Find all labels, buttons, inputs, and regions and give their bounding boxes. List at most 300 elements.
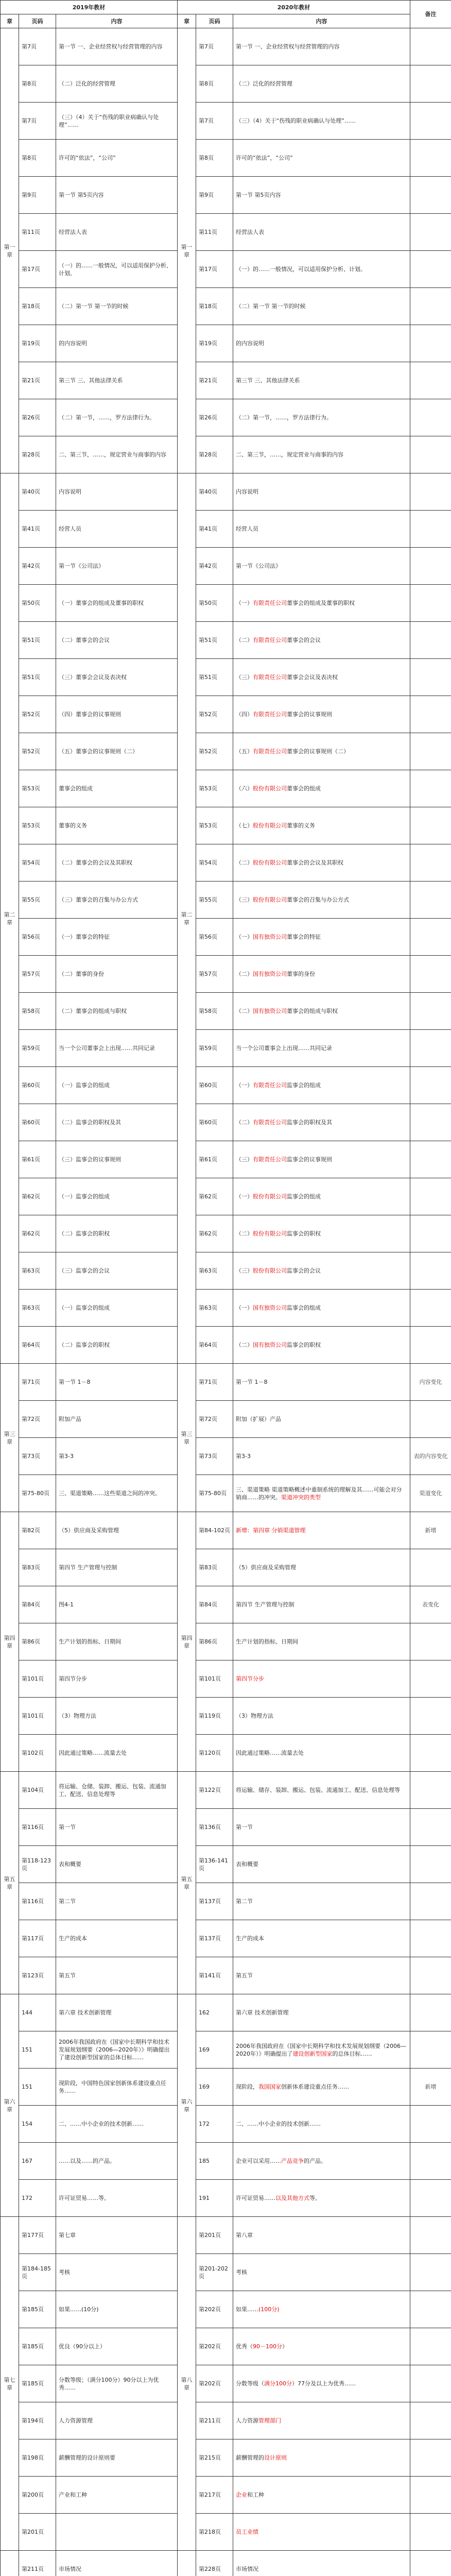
chapter-2020: 第二章: [178, 473, 196, 1364]
content-text: （二）: [236, 1008, 253, 1014]
content-text: 生产的成本: [236, 1935, 264, 1942]
page-2020: 169: [196, 2069, 233, 2106]
page-2019: 第200页: [19, 2477, 56, 2514]
page-2020: 第217页: [196, 2477, 233, 2514]
note-cell: [410, 2106, 451, 2143]
note-cell: [410, 1883, 451, 1920]
page-2020: 第59页: [196, 1030, 233, 1067]
content-2019: （二）泛化的经营管理: [56, 65, 178, 103]
content-2019: （一）监事会的组成: [56, 1178, 178, 1215]
table-row: [1, 1401, 451, 1438]
table-row: [1, 1809, 451, 1846]
page-2019: 第184-185页: [19, 2254, 56, 2291]
note-cell: [410, 1252, 451, 1290]
content-2020: [233, 1586, 410, 1623]
page-2020: 第141页: [196, 1957, 233, 1994]
changed-text: 股份有限公司: [253, 896, 287, 903]
content-2019: 将运输、仓储、装卸、搬运、包装、流通加工、配送、信息处理等: [56, 1772, 178, 1809]
page-2020: 第202页: [196, 2365, 233, 2402]
page-2020: 第137页: [196, 1883, 233, 1920]
note-cell: [410, 1994, 451, 2031]
content-text: 市场情况: [236, 2566, 258, 2572]
note-cell: [410, 1549, 451, 1586]
note-cell: [410, 1809, 451, 1846]
content-2020: [233, 288, 410, 325]
content-2020: [233, 1846, 410, 1883]
page-2020: 第53页: [196, 807, 233, 844]
content-2019: （二）第一节，……，罗方法律行为。: [56, 399, 178, 436]
content-2020: [233, 2254, 410, 2291]
content-2019: 第五节: [56, 1957, 178, 1994]
note-cell: [410, 2180, 451, 2217]
content-text: 企业可以采用……: [236, 2158, 281, 2164]
page-2019: 第72页: [19, 1401, 56, 1438]
note-cell: [410, 103, 451, 140]
content-2019: 第一节: [56, 1809, 178, 1846]
page-2020: 第211页: [196, 2402, 233, 2439]
content-2020: [233, 2514, 410, 2551]
note-cell: [410, 1141, 451, 1178]
header-content-2019: 内容: [56, 14, 178, 28]
page-2020: 第228页: [196, 2551, 233, 2576]
content-2020: [233, 1475, 410, 1512]
content-2019: 第四节分步: [56, 1660, 178, 1698]
table-row: [1, 2217, 451, 2254]
content-2019: 生产的成本: [56, 1920, 178, 1957]
content-text: 等。: [309, 2195, 321, 2201]
changed-text: 第四节分步: [236, 1675, 264, 1682]
table-row: [1, 770, 451, 807]
changed-text: 有限责任公司: [253, 711, 287, 718]
table-row: [1, 696, 451, 733]
content-2019: 2006年我国政府在《国家中长期科学和技术发展规划纲要（2006—2020年）》明确提出了建设创新型国家的总体目标……: [56, 2031, 178, 2069]
page-2019: 第75-80页: [19, 1475, 56, 1512]
content-2019: 市场情况: [56, 2551, 178, 2576]
page-2019: 第102页: [19, 1735, 56, 1772]
table-row: [1, 473, 451, 511]
chapter-2019: 第五章: [1, 1772, 19, 1994]
page-2019: 第54页: [19, 844, 56, 882]
table-row: [1, 1772, 451, 1809]
page-2020: 第137页: [196, 1920, 233, 1957]
page-2019: 第41页: [19, 511, 56, 548]
page-2019: 第86页: [19, 1623, 56, 1660]
page-2019: 第63页: [19, 1290, 56, 1327]
page-2020: 第51页: [196, 659, 233, 696]
content-2019: （二）监事会的职权及其: [56, 1104, 178, 1141]
content-2020: [233, 1698, 410, 1735]
table-row: [1, 1178, 451, 1215]
content-2020: [233, 2477, 410, 2514]
content-2019: （一）监事会的组成: [56, 1290, 178, 1327]
page-2019: 第82页: [19, 1512, 56, 1549]
content-text: 第3-3: [236, 1453, 251, 1460]
content-2020: [233, 1883, 410, 1920]
content-text: （二）: [236, 637, 253, 643]
table-row: [1, 1846, 451, 1883]
table-row: [1, 733, 451, 770]
page-2019: 第62页: [19, 1215, 56, 1252]
page-2019: 第51页: [19, 622, 56, 659]
note-cell: [410, 1735, 451, 1772]
content-2020: [233, 1104, 410, 1141]
content-2020: [233, 1327, 410, 1364]
table-row: [1, 2143, 451, 2180]
content-2019: （二）监事会的职权: [56, 1215, 178, 1252]
content-text: 第三节 三、其他法律关系: [236, 377, 300, 384]
changed-text: (100分): [258, 2306, 280, 2313]
note-cell: [410, 2031, 451, 2069]
content-2020: [233, 1030, 410, 1067]
content-2020: [233, 1364, 410, 1401]
content-text: 因此通过策略……流量去处: [236, 1750, 304, 1756]
page-2020: 第119页: [196, 1698, 233, 1735]
note-cell: [410, 140, 451, 177]
chapter-2019: 第二章: [1, 473, 19, 1364]
page-2020: 第201页: [196, 2217, 233, 2254]
table-row: [1, 362, 451, 399]
content-text: 第一节《公司法》: [236, 563, 281, 569]
table-row: [1, 585, 451, 622]
page-2019: 第63页: [19, 1252, 56, 1290]
page-2020: 第202页: [196, 2328, 233, 2365]
content-2020: [233, 1252, 410, 1290]
table-row: [1, 1290, 451, 1327]
content-text: 监事会的组成: [287, 1193, 321, 1200]
content-2020: [233, 177, 410, 214]
content-text: 董事会会议及表决权: [287, 674, 338, 681]
content-2019: （一）的……一般情况，可以适用保护分析、计划。: [56, 251, 178, 288]
note-cell: [410, 2254, 451, 2291]
page-2019: 第59页: [19, 1030, 56, 1067]
content-2019: （二）第一节 第一节的时候: [56, 288, 178, 325]
content-text: 董事会的召集与办公方式: [287, 896, 349, 903]
note-cell: [410, 28, 451, 65]
content-text: 表和概要: [236, 1861, 258, 1868]
content-text: （二）: [236, 859, 253, 866]
content-text: 内容说明: [236, 488, 258, 495]
content-2019: （三）监事会的会议: [56, 1252, 178, 1290]
page-2020: 第54页: [196, 844, 233, 882]
table-row: [1, 1735, 451, 1772]
content-2020: [233, 399, 410, 436]
page-2020: 第57页: [196, 956, 233, 993]
content-text: （一）: [236, 1304, 253, 1311]
content-text: （二）: [236, 1342, 253, 1348]
note-cell: [410, 436, 451, 473]
table-row: [1, 1512, 451, 1549]
page-2020: 第58页: [196, 993, 233, 1030]
table-row: [1, 1475, 451, 1512]
page-2020: 第61页: [196, 1141, 233, 1178]
content-text: （5）供应商及采购管理: [236, 1564, 296, 1571]
note-cell: 新增: [410, 1512, 451, 1549]
page-2019: 第64页: [19, 1327, 56, 1364]
page-2020: 185: [196, 2143, 233, 2180]
table-row: [1, 251, 451, 288]
content-2019: 优良（90分以上）: [56, 2328, 178, 2365]
changed-text: 国有独资公司: [253, 1008, 287, 1014]
page-2020: 第63页: [196, 1252, 233, 1290]
changed-text: 有限责任公司: [253, 1119, 287, 1126]
note-cell: [410, 1067, 451, 1104]
content-text: ）: [282, 2343, 288, 2350]
chapter-2019: 第七章: [1, 2217, 19, 2551]
content-2019: 许可证贸易……等。: [56, 2180, 178, 2217]
changed-text: 股份有限公司: [253, 1267, 287, 1274]
table-row: [1, 2328, 451, 2365]
table-row: [1, 1067, 451, 1104]
content-text: 第八章: [236, 2232, 253, 2239]
table-row: [1, 2514, 451, 2551]
table-row: [1, 1660, 451, 1698]
content-text: （五）: [236, 748, 253, 755]
content-text: 的总体目标……: [332, 2050, 372, 2057]
table-row: [1, 399, 451, 436]
table-row: [1, 882, 451, 919]
page-2020: 第60页: [196, 1067, 233, 1104]
page-2019: 144: [19, 1994, 56, 2031]
table-row: [1, 2180, 451, 2217]
content-2020: [233, 2069, 410, 2106]
note-cell: [410, 2143, 451, 2180]
content-text: 第六章 技术创新管理: [236, 2009, 289, 2016]
content-text: 二、第三节，……，规定营业与商事的内容: [236, 451, 343, 458]
table-row: [1, 2069, 451, 2106]
note-cell: [410, 1104, 451, 1141]
changed-text: 国有独资公司: [253, 934, 287, 940]
content-2020: [233, 1549, 410, 1586]
table-row: [1, 622, 451, 659]
content-text: 创新体系建设重点任务……: [281, 2083, 349, 2090]
content-2019: （3）物理方法: [56, 1698, 178, 1735]
note-cell: [410, 2365, 451, 2402]
page-2020: 第62页: [196, 1215, 233, 1252]
content-2020: [233, 1623, 410, 1660]
content-text: （二）: [236, 971, 253, 977]
page-2020: 第86页: [196, 1623, 233, 1660]
table-row: [1, 1141, 451, 1178]
note-cell: 表变化: [410, 1586, 451, 1623]
content-2020: [233, 362, 410, 399]
page-2019: 第194页: [19, 2402, 56, 2439]
page-2020: 第84页: [196, 1586, 233, 1623]
content-2020: [233, 696, 410, 733]
page-2020: 第7页: [196, 28, 233, 65]
changed-text: 股份有限公司: [253, 859, 287, 866]
content-2019: 现阶段，中国特色国家创新体系建设重点任务……: [56, 2069, 178, 2106]
note-cell: [410, 1290, 451, 1327]
content-text: 的内容说明: [236, 340, 264, 347]
content-text: 第一节: [236, 1824, 253, 1831]
table-row: [1, 993, 451, 1030]
table-row: [1, 2365, 451, 2402]
content-text: 人力资源: [236, 2417, 258, 2424]
content-2019: 第七章: [56, 2217, 178, 2254]
note-cell: [410, 65, 451, 103]
content-text: 监事会的职权: [287, 1230, 321, 1237]
content-2020: [233, 28, 410, 65]
changed-text: 有限责任公司: [253, 600, 287, 606]
note-cell: [410, 288, 451, 325]
note-cell: [410, 844, 451, 882]
content-2019: 第四节 生产管理与控制: [56, 1549, 178, 1586]
changed-text: 我国国家: [258, 2083, 281, 2090]
changed-text: 有限责任公司: [253, 1156, 287, 1163]
page-2019: 第52页: [19, 696, 56, 733]
changed-text: 有限责任公司: [253, 674, 287, 681]
note-cell: [410, 622, 451, 659]
content-2019: 经营人员: [56, 511, 178, 548]
content-2019: 分数等级；（满分100分）90分以上为优秀……: [56, 2365, 178, 2402]
page-2019: 第26页: [19, 399, 56, 436]
content-2019: （二）董事会的会议及其职权: [56, 844, 178, 882]
note-cell: [410, 807, 451, 844]
content-2020: [233, 1401, 410, 1438]
content-2019: （一）监事会的组成: [56, 1067, 178, 1104]
content-text: （二）泛化的经营管理: [236, 80, 292, 87]
chapter-2020: 第八章: [178, 2217, 196, 2551]
table-row: [1, 2106, 451, 2143]
content-2019: （四）董事会的议事规则: [56, 696, 178, 733]
table-row: [1, 548, 451, 585]
page-2020: 第60页: [196, 1104, 233, 1141]
table-row: [1, 103, 451, 140]
changed-text: 渠道冲突的类型: [281, 1494, 321, 1501]
content-2019: 考核: [56, 2254, 178, 2291]
content-text: 监事会的会议: [287, 1267, 321, 1274]
page-2020: 第62页: [196, 1178, 233, 1215]
page-2019: 第60页: [19, 1104, 56, 1141]
content-2019: 第三节 三、其他法律关系: [56, 362, 178, 399]
page-2019: 第62页: [19, 1178, 56, 1215]
page-2020: 第51页: [196, 622, 233, 659]
content-2020: [233, 622, 410, 659]
page-2019: 第101页: [19, 1660, 56, 1698]
page-2019: 第101页: [19, 1698, 56, 1735]
content-2019: 人力资源管理: [56, 2402, 178, 2439]
table-row: [1, 1586, 451, 1623]
content-2019: （二）董事会的组成与职权: [56, 993, 178, 1030]
table-row: [1, 325, 451, 362]
content-text: 将运输、储存、装卸、搬运、包装、流通加工、配送、信息处理等: [236, 1787, 400, 1793]
content-text: （一）的……一般情况，可以适用保护分析、计划。: [236, 266, 366, 273]
note-cell: [410, 2217, 451, 2254]
content-2019: 第二节: [56, 1883, 178, 1920]
page-2020: 第55页: [196, 882, 233, 919]
page-2020: 172: [196, 2106, 233, 2143]
note-cell: [410, 548, 451, 585]
page-2019: 第56页: [19, 919, 56, 956]
content-text: 监事会的组成: [287, 1082, 321, 1089]
page-2019: 第117页: [19, 1920, 56, 1957]
content-2020: [233, 511, 410, 548]
content-2020: [233, 2106, 410, 2143]
page-2019: 第177页: [19, 2217, 56, 2254]
page-2019: 第185页: [19, 2328, 56, 2365]
content-2019: 表和概要: [56, 1846, 178, 1883]
page-2020: 第136页: [196, 1809, 233, 1846]
page-2020: 第83页: [196, 1549, 233, 1586]
chapter-2020: 第六章: [178, 1994, 196, 2217]
content-text: 董事会的会议及其职权: [287, 859, 343, 866]
page-2020: 第41页: [196, 511, 233, 548]
note-cell: [410, 659, 451, 696]
table-row: [1, 1215, 451, 1252]
content-text: 现阶段，: [236, 2083, 258, 2090]
page-2019: 第52页: [19, 733, 56, 770]
content-text: 三、渠道策略 渠道策略概述中重制系统的理解及其……可能会对分销商……的冲突。: [236, 1486, 402, 1501]
content-2019: 第一节 第5页内容: [56, 177, 178, 214]
page-2020: 第40页: [196, 473, 233, 511]
page-2019: 第50页: [19, 585, 56, 622]
content-text: 监事会的组成: [287, 1304, 321, 1311]
content-2020: [233, 2180, 410, 2217]
content-text: （一）: [236, 934, 253, 940]
table-body: [1, 28, 451, 2576]
content-text: （一）: [236, 600, 253, 606]
header-note: 备注: [410, 1, 451, 28]
content-2019: 第3-3: [56, 1438, 178, 1475]
header-row-years: [1, 1, 451, 14]
page-2019: 第9页: [19, 177, 56, 214]
table-row: [1, 2291, 451, 2328]
note-cell: [410, 2402, 451, 2439]
page-2019: 151: [19, 2031, 56, 2069]
content-2020: [233, 1920, 410, 1957]
chapter-2020: 第四章: [178, 1512, 196, 1772]
content-text: 董事的身份: [287, 971, 315, 977]
chapter-2019: 第一章: [1, 28, 19, 473]
content-text: 董事会的议事规则: [287, 711, 332, 718]
content-2019: 第一节 1－8: [56, 1364, 178, 1401]
page-2019: 第211页: [19, 2551, 56, 2576]
page-2020: 第71页: [196, 1364, 233, 1401]
changed-text: 国有独资公司: [253, 971, 287, 977]
note-cell: [410, 1920, 451, 1957]
page-2020: 第42页: [196, 548, 233, 585]
content-text: 董事的义务: [287, 822, 315, 829]
page-2019: 第19页: [19, 325, 56, 362]
page-2019: 第116页: [19, 1809, 56, 1846]
content-2020: [233, 1660, 410, 1698]
content-text: 许可证贸易……: [236, 2195, 275, 2201]
content-text: 考核: [236, 2269, 247, 2276]
content-text: 董事会的组成与职权: [287, 1008, 338, 1014]
content-2020: [233, 2143, 410, 2180]
page-2019: 第83页: [19, 1549, 56, 1586]
table-row: [1, 2031, 451, 2069]
content-2020: [233, 2291, 410, 2328]
page-2019: 第185页: [19, 2365, 56, 2402]
content-2019: [56, 2514, 178, 2551]
changed-text: 员工业绩: [236, 2529, 258, 2535]
note-cell: [410, 1623, 451, 1660]
page-2020: 162: [196, 1994, 233, 2031]
page-2019: 第57页: [19, 956, 56, 993]
table-row: [1, 2402, 451, 2439]
content-text: 董事会的会议: [287, 637, 321, 643]
content-2019: 第六章 技术创新管理: [56, 1994, 178, 2031]
content-text: 董事会的组成及董事的职权: [287, 600, 355, 606]
table-row: [1, 844, 451, 882]
page-2020: 第8页: [196, 140, 233, 177]
content-2020: [233, 2365, 410, 2402]
table-row: [1, 2551, 451, 2576]
note-cell: 渠道变化: [410, 1475, 451, 1512]
page-2020: 第215页: [196, 2439, 233, 2477]
content-text: 经营人员: [236, 526, 258, 532]
